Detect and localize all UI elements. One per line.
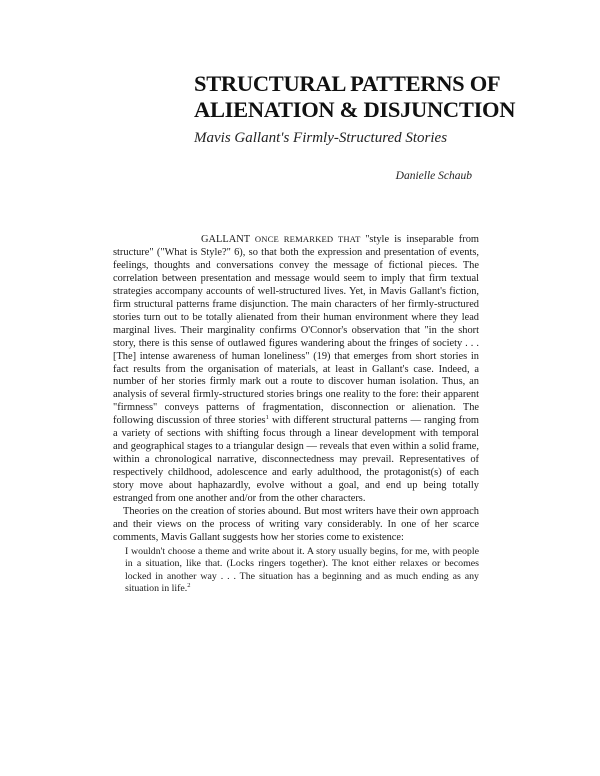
block-quote [125, 546, 479, 596]
article-title-line-1: STRUCTURAL PATTERNS OF [194, 71, 501, 96]
footnote-marker-2: 2 [187, 582, 191, 590]
lead-in-small-caps: ONCE REMARKED THAT [250, 234, 366, 244]
article-title [194, 71, 515, 123]
block-quote-text: I wouldn't choose a theme and write about it. A story usually begins, for me, with people in a situation, like that. (Locks ringers together). The knot either relaxes or becomes locked in another way . . . The situation has a beginning and as much ending as any situation in life. [125, 545, 479, 595]
article-author: Danielle Schaub [395, 170, 472, 182]
article-subtitle: Mavis Gallant's Firmly-Structured Stories [194, 130, 448, 146]
paragraph-1-text-b: with different structural patterns — ranging from a variety of sections with shifting focus through a linear development with temporal and geographical stages to a triangular design — reveals that even within a solid frame, within a chronological narrative, disconnectedness may prevail. Representatives of respectively childhood, adolescence and early adulthood, the protagonist(s) of each story move about haphazardly, evolve without a goal, and end up being totally estranged from one another and/or from the other characters. [113, 415, 479, 505]
paragraph-1 [113, 233, 479, 506]
paragraph-1-text-a: "style is inseparable from structure" ("What is Style?" 6), so that both the expression and presentation of events, feelings, thoughts and conversations convey the message of fictional pieces. The correlation between presentation and message would seem to imply that firm textual strategies accompany accounts of well-structured lives. Yet, in Mavis Gallant's fiction, firm structural patterns frame disjunction. The main characters of her firmly-structured stories turn out to be totally alienated from their human environment where they lead marginal lives. Their marginality confirms O'Connor's observation that "in the short story, there is this sense of outlawed figures wandering about the fringes of society . . . [The] intense awareness of human loneliness" (19) that emerges from short stories in fact results from the organisation of materials, at least in Gallant's case. Indeed, a number of her stories firmly mark out a route to discover human isolation. Thus, an analysis of several firmly-structured stories brings one reality to the fore: their apparent "firmness" conveys patterns of fragmentation, disconnection or alienation. The following discussion of three stories [113, 234, 479, 427]
paragraph-2: Theories on the creation of stories abound. But most writers have their own approach and their views on the process of writing vary considerably. In one of her scarce comments, Mavis Gallant suggests how her stories come to existence: [113, 506, 479, 543]
article-body [113, 233, 479, 596]
footnote-marker-1: 1 [265, 414, 269, 422]
lead-in-caps: GALLANT [201, 234, 251, 245]
article-title-line-2: ALIENATION & DISJUNCTION [194, 97, 516, 122]
